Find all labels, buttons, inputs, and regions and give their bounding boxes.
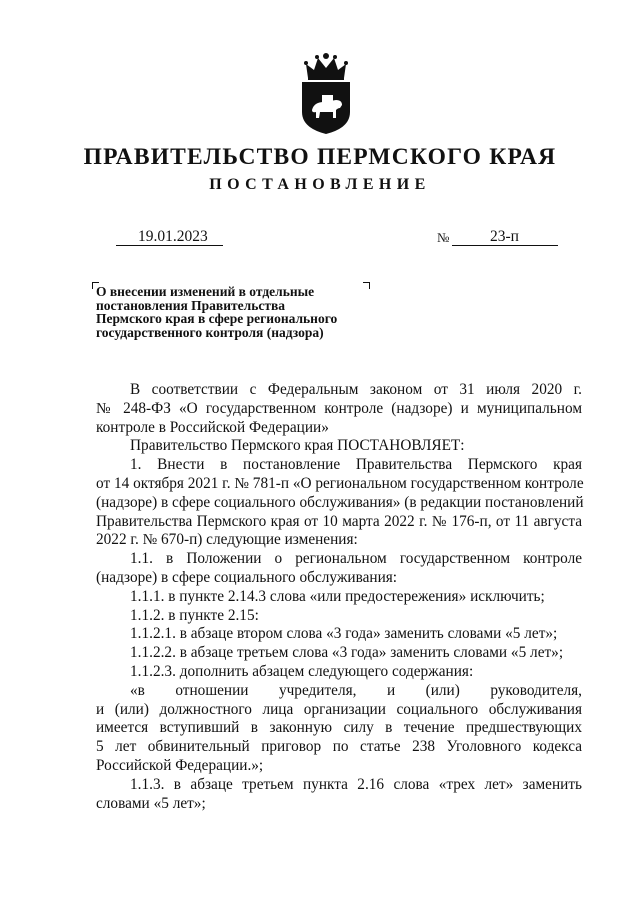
text-line: имеется вступивший в законную силу в течение предшествующих xyxy=(96,719,582,737)
text-line: 5 лет обвинительный приговор по статье 238 Уголовного кодекса xyxy=(96,738,582,756)
paragraph-resolution: Правительство Пермского края ПОСТАНОВЛЯЕТ: xyxy=(130,437,465,455)
document-type: ПОСТАНОВЛЕНИЕ xyxy=(209,176,431,193)
paragraph-item-1-1-2-3: 1.1.2.3. дополнить абзацем следующего содержания: xyxy=(130,662,474,680)
paragraph-item-1-1-1: 1.1.1. в пункте 2.14.3 слова «или предостережения» исключить; xyxy=(130,587,545,605)
text-line: (надзоре) в сфере социального обслуживания: xyxy=(96,568,398,586)
number-label: № xyxy=(437,230,450,245)
document-number: 23-п xyxy=(452,229,558,246)
text-line: 1.1.3. в абзаце третьем пункта 2.16 слова «трех лет» заменить xyxy=(130,775,582,793)
text-line: от 14 октября 2021 г. № 781-п «О региональном государственном контроле xyxy=(96,474,584,492)
subject-line: Пермского края в сфере регионального xyxy=(96,311,338,326)
text-line: Правительства Пермского края от 10 марта 2022 г. № 176-п, от 11 августа xyxy=(96,512,582,530)
paragraph-quote xyxy=(96,682,582,776)
document-subject xyxy=(96,285,386,339)
paragraph-preamble xyxy=(96,381,582,437)
text-line: Российской Федерации.»; xyxy=(96,756,264,774)
text-line: (надзоре) в сфере социального обслуживания» (в редакции постановлений xyxy=(96,493,584,511)
text-line: 1. Внести в постановление Правительства Пермского края xyxy=(130,456,582,474)
text-line: словами «5 лет»; xyxy=(96,794,206,812)
subject-line: постановления Правительства xyxy=(96,297,285,313)
document-date: 19.01.2023 xyxy=(116,229,223,246)
paragraph-item-1-1-3 xyxy=(96,776,582,814)
text-line: и (или) должностного лица организации социального обслуживания xyxy=(96,700,582,718)
text-line: В соответствии с Федеральным законом от 31 июля 2020 г. xyxy=(130,381,582,398)
text-line: «в отношении учредителя, и (или) руководителя, xyxy=(130,681,582,699)
text-line: 2022 г. № 670-п) следующие изменения: xyxy=(96,531,358,549)
document-body xyxy=(96,381,582,813)
coat-of-arms-icon xyxy=(298,50,354,134)
paragraph-item-1 xyxy=(96,456,582,550)
subject-line: О внесении изменений в отдельные xyxy=(96,284,315,299)
text-line: № 248-ФЗ «О государственном контроле (надзоре) и муниципальном xyxy=(96,399,582,417)
paragraph-item-1-1-2-1: 1.1.2.1. в абзаце втором слова «3 года» заменить словами «5 лет»; xyxy=(130,625,558,643)
paragraph-item-1-1-2-2: 1.1.2.2. в абзаце третьем слова «3 года» заменить словами «5 лет»; xyxy=(130,644,564,662)
government-title: ПРАВИТЕЛЬСТВО ПЕРМСКОГО КРАЯ xyxy=(83,144,557,170)
paragraph-item-1-1-2: 1.1.2. в пункте 2.15: xyxy=(130,606,259,624)
text-line: 1.1. в Положении о региональном государственном контроле xyxy=(130,550,582,568)
paragraph-item-1-1 xyxy=(96,550,582,588)
subject-line: государственного контроля (надзора) xyxy=(96,324,324,340)
text-line: контроле в Российской Федерации» xyxy=(96,418,329,436)
